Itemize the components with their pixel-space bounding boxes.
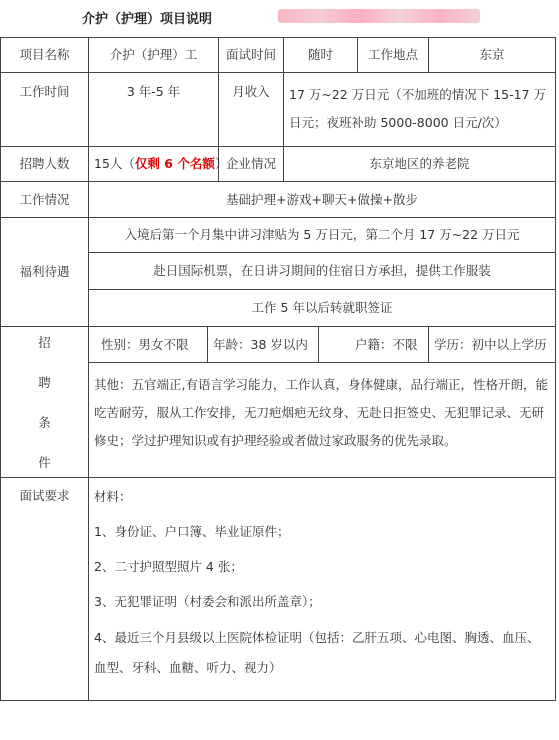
income-value: 17 万~22 万日元（不加班的情况下 15-17 万日元；夜班补助 5000-8000 日元/次） <box>289 87 547 130</box>
remaining-slots-highlight: 仅剩 6 个名额 <box>134 156 215 171</box>
welfare-label: 福利待遇 <box>19 264 70 279</box>
material-item: 1、身份证、户口簿、毕业证原件； <box>94 524 290 539</box>
gender-requirement: 性别：男女不限 <box>101 336 189 352</box>
welfare-item: 赴日国际机票，在日讲习期间的住宿日方承担，提供工作服装 <box>153 263 491 278</box>
company-label: 企业情况 <box>225 156 276 171</box>
requirements-label <box>1 334 88 474</box>
interview-time-value: 随时 <box>307 47 333 62</box>
welfare-item: 工作 5 年以后转就职签证 <box>251 300 393 315</box>
interview-time-label: 面试时间 <box>225 47 276 62</box>
work-content-label: 工作情况 <box>19 191 70 207</box>
material-item: 3、无犯罪证明（村委会和派出所盖章）； <box>94 594 321 609</box>
interview-materials <box>89 478 555 700</box>
work-period-value: 3 年-5 年 <box>126 84 181 99</box>
age-requirement: 年龄：38 岁以内 <box>213 336 308 352</box>
education-requirement: 学历：初中以上学历 <box>434 336 547 352</box>
requirements-label-char: 招 <box>38 335 51 350</box>
other-requirements: 其他：五官端正,有语言学习能力，工作认真，身体健康，品行端正，性格开朗，能吃苦耐劳，服从工作安排，无刀疤烟疤无纹身、无赴日拒签史、无犯罪记录、无研修史；学过护理知识或有护理经验或者做过家政服务的优先录取。 <box>94 377 548 448</box>
requirements-label-char: 条 <box>38 415 51 430</box>
requirements-label-char: 件 <box>38 455 51 470</box>
company-value: 东京地区的养老院 <box>369 156 470 171</box>
page-title: 介护（护理）项目说明 <box>82 12 213 27</box>
material-item: 材料： <box>94 489 132 504</box>
work-content-value: 基础护理+游戏+聊天+做操+散步 <box>226 191 418 207</box>
project-name-label: 项目名称 <box>19 47 70 62</box>
open-paren: （ <box>122 156 135 171</box>
work-period-label: 工作时间 <box>19 84 70 99</box>
material-item: 4、最近三个月县级以上医院体检证明（包括：乙肝五项、心电图、胸透、血压、血型、牙科、血糖、听力、视力） <box>94 630 540 675</box>
requirements-label-char: 聘 <box>38 375 51 390</box>
material-item: 2、二寸护照型照片 4 张； <box>94 559 243 574</box>
recruit-count: 15人 <box>94 156 123 171</box>
work-location-label: 工作地点 <box>367 47 418 62</box>
recruit-count-value <box>89 147 228 181</box>
income-label: 月收入 <box>232 84 270 99</box>
welfare-item: 入境后第一个月集中讲习津贴为 5 万日元，第二个月 17 万~22 万日元 <box>124 227 520 242</box>
close-paren: ） <box>214 156 228 171</box>
project-name-value: 介护（护理）工 <box>109 47 198 62</box>
redacted-contact <box>278 9 480 23</box>
recruit-count-label: 招聘人数 <box>19 156 70 171</box>
work-location-value: 东京 <box>479 47 505 62</box>
interview-requirements-label: 面试要求 <box>19 488 70 503</box>
hukou-requirement: 户籍：不限 <box>355 336 418 352</box>
